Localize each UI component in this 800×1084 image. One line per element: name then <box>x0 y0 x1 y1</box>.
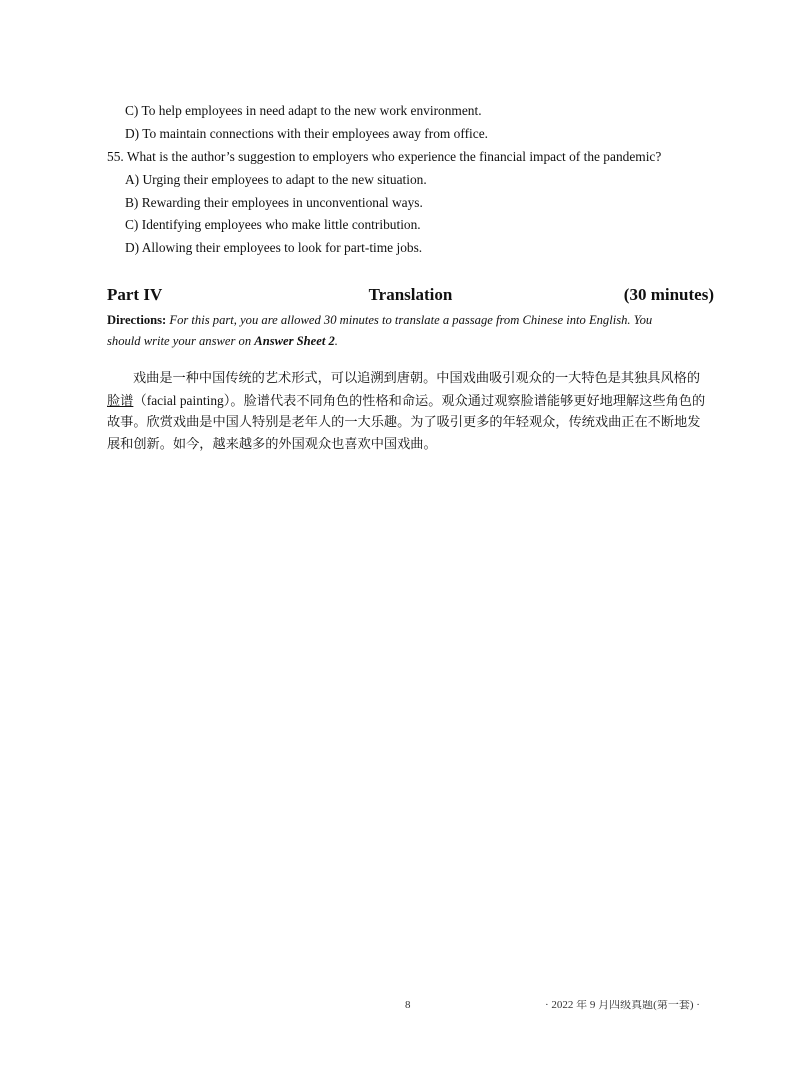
directions-text-2a: should write your answer on <box>107 334 255 348</box>
passage-line-3: 故事。欣赏戏曲是中国人特别是老年人的一大乐趣。为了吸引更多的年轻观众，传统戏曲正在不断地发 <box>107 415 701 430</box>
answer-sheet-ref: Answer Sheet 2 <box>254 334 335 348</box>
directions-text-2b: . <box>334 334 338 348</box>
facial-painting-gloss: （facial painting） <box>133 393 231 408</box>
directions <box>107 310 714 352</box>
facial-painting-term: 脸谱 <box>107 394 134 409</box>
q54-option-c: C) To help employees in need adapt to the new work environment. <box>125 103 482 118</box>
q55-option-b: B) Rewarding their employees in unconventional ways. <box>125 195 423 210</box>
passage-line-2-rest: 。脸谱代表不同角色的性格和命运。观众通过观察脸谱能够更好地理解这些角色的 <box>230 394 706 409</box>
passage-line-4: 展和创新。如今，越来越多的外国观众也喜欢中国戏曲。 <box>107 437 437 452</box>
part-time: (30 minutes) <box>623 285 714 304</box>
q54-option-d: D) To maintain connections with their employees away from office. <box>125 126 488 141</box>
q55-option-a: A) Urging their employees to adapt to the new situation. <box>125 172 427 187</box>
footer-exam-label: · 2022 年 9 月四级真题(第一套) · <box>545 1000 700 1011</box>
part-header <box>107 285 714 307</box>
passage-line-2 <box>107 393 714 410</box>
part-title: Translation <box>368 285 453 304</box>
part-number: Part IV <box>107 285 163 304</box>
q55-option-c: C) Identifying employees who make little contribution. <box>125 217 421 232</box>
directions-label: Directions: <box>107 313 167 327</box>
q55-stem: 55. What is the author’s suggestion to employers who experience the financial impact of the pandemic? <box>107 149 662 164</box>
q55-option-d: D) Allowing their employees to look for part-time jobs. <box>125 240 423 255</box>
page-number: 8 <box>405 1000 411 1011</box>
passage-line-1: 戏曲是一种中国传统的艺术形式，可以追溯到唐朝。中国戏曲吸引观众的一大特色是其独具风格的 <box>133 371 701 386</box>
directions-text-1: For this part, you are allowed 30 minutes to translate a passage from Chinese into English. You <box>169 313 653 327</box>
